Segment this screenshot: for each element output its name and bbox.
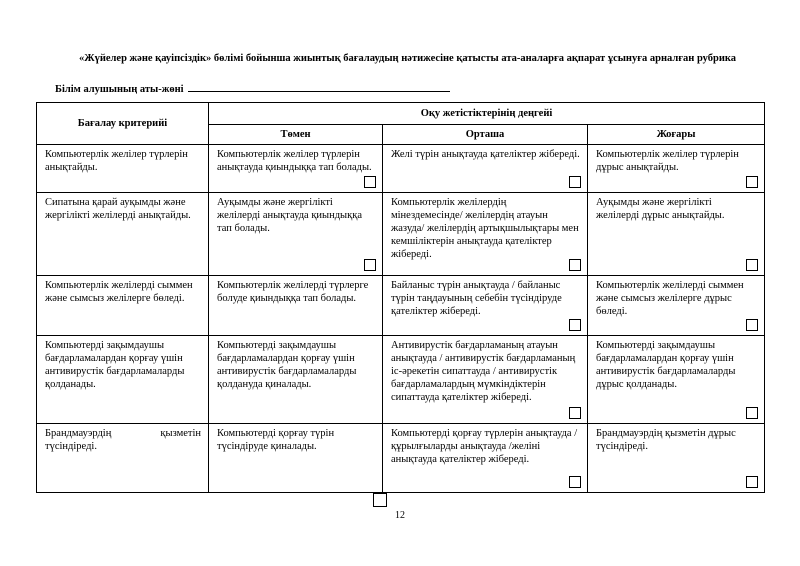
checkbox[interactable]	[746, 319, 758, 331]
level-low-header: Төмен	[209, 125, 383, 145]
checkbox[interactable]	[569, 176, 581, 188]
table-row	[37, 145, 765, 193]
checkbox[interactable]	[364, 176, 376, 188]
high-descriptor: Компьютерді зақымдаушы бағдарламалардан қорғау үшін антивирустік бағдарламаларды дұрыс қолданады.	[596, 340, 736, 390]
checkbox[interactable]	[746, 407, 758, 419]
checkbox[interactable]	[569, 319, 581, 331]
high-descriptor: Компьютерлік желілерді сыммен және сымсыз желілерге дұрыс бөледі.	[596, 280, 744, 317]
low-descriptor: Ауқымды және жергілікті желілерді анықтауда қиындыққа тап болады.	[217, 197, 362, 234]
low-descriptor: Компьютерлік желілерді түрлерге болуде қиындыққа тап болады.	[217, 280, 369, 304]
document-title: «Жүйелер және қауіпсіздік» бөлімі бойынша жиынтық бағалаудың нәтижесіне қатысты ата-аналарға ақпарат ұсынуға арналған рубрика	[78, 53, 737, 64]
criterion-cell: Компьютерді зақымдаушы бағдарламалардан қорғау үшін антивирустік бағдарламаларды қолданады.	[45, 340, 185, 390]
checkbox[interactable]	[746, 176, 758, 188]
levels-header: Оқу жетістіктерінің деңгейі	[209, 103, 765, 125]
high-descriptor: Брандмауэрдің қызметін дұрыс түсіндіреді.	[596, 428, 736, 452]
criterion-cell: Сипатына қарай ауқымды және жергілікті желілерді анықтайды.	[45, 197, 191, 221]
medium-descriptor: Антивирустік бағдарламаның атауын анықтауда / антивирустік бағдарламаның іс-әрекетін сипаттауда / антивирустік бағдарламалардың мүмкіндіктерін сипаттауда қателіктер жібереді.	[391, 340, 576, 403]
rubric-table	[36, 102, 765, 493]
table-row	[37, 424, 765, 493]
criterion-cell: Компьютерлік желілерді сыммен және сымсыз желілерге бөледі.	[45, 280, 193, 304]
level-medium-header: Орташа	[383, 125, 588, 145]
low-descriptor: Компьютерді қорғау түрін түсіндіруде қиналады.	[217, 428, 335, 452]
high-descriptor: Ауқымды және жергілікті желілерді дұрыс анықтайды.	[596, 197, 725, 221]
criteria-header: Бағалау критерийі	[37, 103, 209, 145]
checkbox[interactable]	[373, 493, 387, 507]
medium-descriptor: Компьютерді қорғау түрлерін анықтауда / құрылғыларды анықтауда /желіні анықтауда қателіктер жібереді.	[391, 428, 578, 465]
low-descriptor: Компьютерді зақымдаушы бағдарламалардан қорғау үшін антивирустік бағдарламаларды қолдануда қиналады.	[217, 340, 357, 390]
medium-descriptor: Байланыс түрін анықтауда / байланыс түрін таңдауының себебін түсіндіруде қателіктер жібереді.	[391, 280, 562, 317]
level-high-header: Жоғары	[588, 125, 765, 145]
high-descriptor: Компьютерлік желілер түрлерін дұрыс анықтайды.	[596, 149, 739, 173]
low-descriptor: Компьютерлік желілер түрлерін анықтауда қиындыққа тап болады.	[217, 149, 372, 173]
student-name-row	[55, 81, 450, 95]
medium-descriptor: Компьютерлік желілердің мінездемесінде/ желілердің атауын жазуда/ желілердің артықшылықтары мен кемшіліктерін анықтауда қателіктер жібереді.	[391, 197, 579, 260]
checkbox[interactable]	[569, 476, 581, 488]
table-row	[37, 193, 765, 276]
student-name-blank	[188, 81, 450, 92]
checkbox[interactable]	[746, 476, 758, 488]
student-name-label: Білім алушының аты-жөні	[55, 84, 184, 95]
checkbox[interactable]	[569, 407, 581, 419]
checkbox[interactable]	[746, 259, 758, 271]
checkbox[interactable]	[364, 259, 376, 271]
page-number: 12	[395, 510, 405, 521]
criterion-cell: Компьютерлік желілер түрлерін анықтайды.	[45, 149, 188, 173]
table-row	[37, 336, 765, 424]
checkbox[interactable]	[569, 259, 581, 271]
criterion-cell: Брандмауэрдің қызметін түсіндіреді.	[45, 428, 201, 452]
medium-descriptor: Желі түрін анықтауда қателіктер жібереді.	[391, 149, 580, 160]
table-row	[37, 276, 765, 336]
